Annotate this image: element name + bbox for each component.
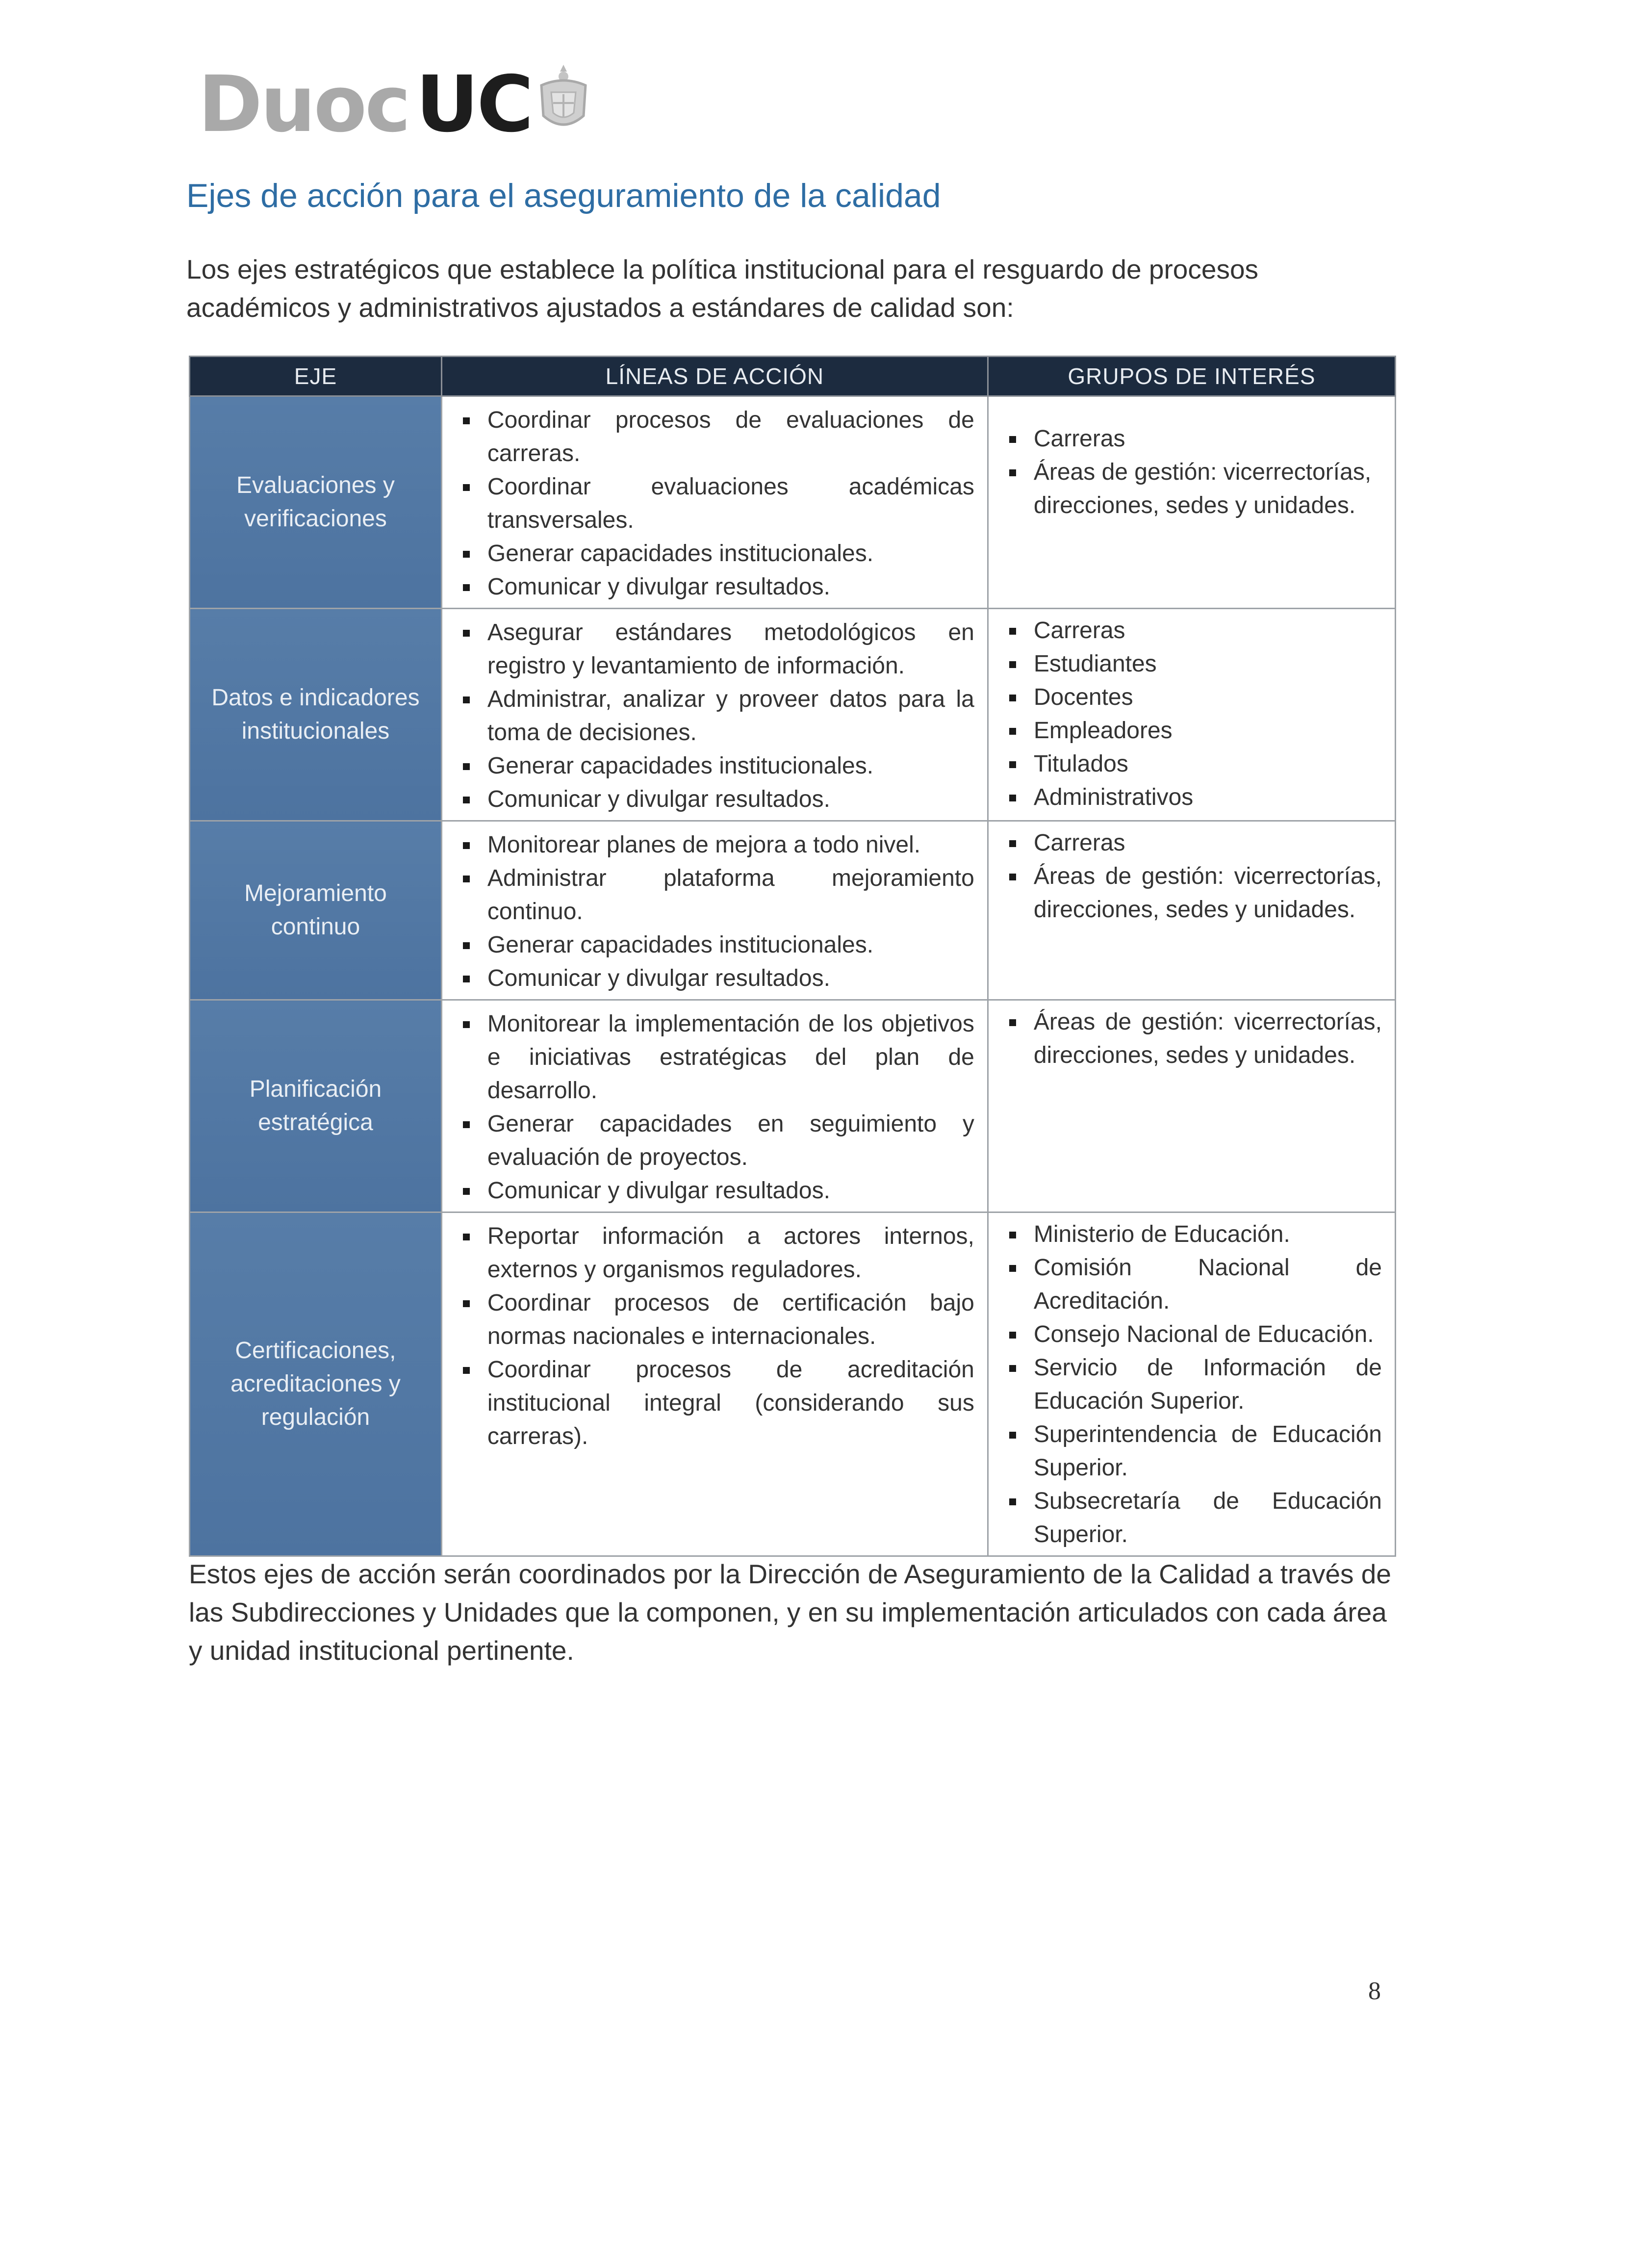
list-item: Ministerio de Educación. (1001, 1218, 1382, 1251)
intro-paragraph: Los ejes estratégicos que establece la política institucional para el resguardo de procesos académicos y administrativos ajustados a estándares de calidad son: (186, 254, 1259, 323)
page-number: 8 (1368, 1977, 1381, 2005)
eje-cell: Planificación estratégica (190, 1000, 442, 1212)
logo-duoc-text: Duoc (198, 59, 409, 150)
logo-uc-text: UC (415, 59, 532, 150)
list-item: Coordinar procesos de evaluaciones de carreras. (455, 404, 974, 470)
list-item: Docentes (1001, 681, 1382, 714)
header-lineas-de-accion: LÍNEAS DE ACCIÓN (441, 357, 988, 396)
list-item: Áreas de gestión: vicerrectorías, direcciones, sedes y unidades. (1001, 860, 1382, 927)
table-row (190, 821, 1396, 1000)
list-item: Comisión Nacional de Acreditación. (1001, 1251, 1382, 1318)
list-item: Estudiantes (1001, 647, 1382, 681)
eje-cell: Evaluaciones y verificaciones (190, 396, 442, 609)
list-item: Generar capacidades en seguimiento y evaluación de proyectos. (455, 1108, 974, 1174)
list-item: Áreas de gestión: vicerrectorías, direcciones, sedes y unidades. (1001, 1005, 1382, 1072)
list-item: Administrativos (1001, 781, 1382, 814)
list-item: Carreras (1001, 614, 1382, 647)
action-axes-table (189, 356, 1396, 1547)
list-item: Asegurar estándares metodológicos en registro y levantamiento de información. (455, 616, 974, 683)
lineas-cell (441, 396, 988, 609)
table-row (190, 609, 1396, 821)
list-item: Superintendencia de Educación Superior. (1001, 1418, 1382, 1485)
list-item: Comunicar y divulgar resultados. (455, 962, 974, 995)
list-item: Titulados (1001, 747, 1382, 781)
duocuc-logo (198, 58, 592, 151)
list-item: Empleadores (1001, 714, 1382, 747)
grupos-cell (988, 1212, 1395, 1556)
list-item: Administrar, analizar y proveer datos para la toma de decisiones. (455, 683, 974, 749)
list-item: Subsecretaría de Educación Superior. (1001, 1485, 1382, 1551)
eje-cell: Certificaciones, acreditaciones y regulación (190, 1212, 442, 1556)
list-item: Coordinar procesos de certificación bajo normas nacionales e internacionales. (455, 1287, 974, 1353)
grupos-cell (988, 396, 1395, 609)
section-title: Ejes de acción para el aseguramiento de la calidad (186, 177, 941, 214)
eje-cell: Mejoramiento continuo (190, 821, 442, 1000)
list-item: Consejo Nacional de Educación. (1001, 1318, 1382, 1351)
table-row (190, 1212, 1396, 1556)
list-item: Comunicar y divulgar resultados. (455, 783, 974, 816)
header-grupos-de-interes: GRUPOS DE INTERÉS (988, 357, 1395, 396)
list-item: Comunicar y divulgar resultados. (455, 570, 974, 604)
list-item: Generar capacidades institucionales. (455, 537, 974, 570)
list-item: Carreras (1001, 826, 1382, 860)
eje-cell: Datos e indicadores institucionales (190, 609, 442, 821)
grupos-cell (988, 1000, 1395, 1212)
list-item: Coordinar procesos de acreditación institucional integral (considerando sus carreras). (455, 1353, 974, 1453)
lineas-cell (441, 821, 988, 1000)
list-item: Servicio de Información de Educación Superior. (1001, 1351, 1382, 1418)
list-item: Generar capacidades institucionales. (455, 928, 974, 962)
grupos-cell (988, 609, 1395, 821)
university-seal-icon (535, 62, 592, 148)
list-item: Administrar plataforma mejoramiento continuo. (455, 862, 974, 928)
list-item: Monitorear planes de mejora a todo nivel. (455, 828, 974, 862)
list-item: Carreras (1001, 422, 1382, 456)
list-item: Áreas de gestión: vicerrectorías, direcciones, sedes y unidades. (1001, 456, 1382, 522)
grupos-cell (988, 821, 1395, 1000)
list-item: Monitorear la implementación de los objetivos e iniciativas estratégicas del plan de desarrollo. (455, 1007, 974, 1108)
lineas-cell (441, 609, 988, 821)
list-item: Comunicar y divulgar resultados. (455, 1174, 974, 1208)
table-row (190, 396, 1396, 609)
list-item: Reportar información a actores internos, externos y organismos reguladores. (455, 1220, 974, 1287)
list-item: Coordinar evaluaciones académicas transversales. (455, 470, 974, 537)
header-eje: EJE (190, 357, 442, 396)
table-header-row (190, 357, 1396, 396)
table-row (190, 1000, 1396, 1212)
lineas-cell (441, 1212, 988, 1556)
closing-paragraph: Estos ejes de acción serán coordinados por la Dirección de Aseguramiento de la Calidad a través de las Subdirecciones y Unidades que la componen, y en su implementación articulados con cada área y unidad institucional pertinente. (189, 1559, 1391, 1666)
lineas-cell (441, 1000, 988, 1212)
list-item: Generar capacidades institucionales. (455, 749, 974, 783)
